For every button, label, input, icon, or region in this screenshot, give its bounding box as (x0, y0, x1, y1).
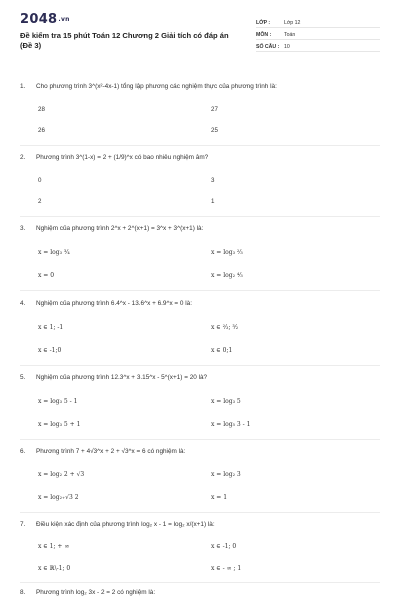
option-b[interactable]: 27 (211, 106, 218, 113)
question-text: Nghiệm của phương trình 2^x + 2^(x+1) = 3^x + 3^(x+1) là: (36, 225, 204, 232)
question-text: Phương trình log₂ 3x - 2 = 2 có nghiệm là: (36, 589, 156, 596)
question-3 (20, 225, 380, 232)
question-5 (20, 374, 380, 381)
option-c[interactable]: x ∈ -1;0 (38, 347, 62, 354)
question-4 (20, 300, 380, 307)
option-c[interactable]: x ∈ ℝ\-1; 0 (38, 565, 71, 572)
site-logo[interactable] (20, 12, 70, 27)
meta-info (256, 16, 380, 52)
divider (20, 290, 380, 291)
option-c[interactable]: x = log₂₊√3 2 (38, 494, 79, 501)
question-number: 6. (20, 448, 26, 455)
divider (20, 145, 380, 146)
question-number: 2. (20, 154, 26, 161)
question-text: Phương trình 7 + 4√3^x + 2 + √3^x = 6 có nghiệm là: (36, 448, 186, 455)
question-number: 5. (20, 374, 26, 381)
meta-label: LỚP : (256, 19, 271, 26)
option-a[interactable]: x = log₃ ³⁄₄ (38, 249, 70, 256)
meta-label: MÔN : (256, 31, 272, 38)
meta-row-class (256, 16, 380, 28)
meta-label: SỐ CÂU : (256, 43, 280, 50)
question-7 (20, 521, 380, 528)
option-c[interactable]: x = log₃ 5 + 1 (38, 421, 81, 428)
option-b[interactable]: x ∈ -1; 0 (211, 543, 237, 550)
question-text: Điều kiện xác định của phương trình log₂ x - 1 = log₂ x/(x+1) là: (36, 521, 215, 528)
option-c[interactable]: 26 (38, 127, 45, 134)
question-number: 3. (20, 225, 26, 232)
option-c[interactable]: x = 0 (38, 272, 55, 279)
divider (20, 439, 380, 440)
divider (20, 365, 380, 366)
option-d[interactable]: 25 (211, 127, 218, 134)
option-c[interactable]: 2 (38, 198, 42, 205)
divider (20, 216, 380, 217)
option-d[interactable]: x = 1 (211, 494, 228, 501)
question-text: Nghiệm của phương trình 6.4^x - 13.6^x + 6.9^x = 0 là: (36, 300, 193, 307)
option-b[interactable]: x = log₃ 5 (211, 398, 241, 405)
meta-value: 10 (284, 43, 290, 50)
option-a[interactable]: 0 (38, 177, 42, 184)
option-a[interactable]: x ∈ 1; -1 (38, 324, 64, 331)
option-d[interactable]: x = log₅ 3 - 1 (211, 421, 251, 428)
question-number: 8. (20, 589, 26, 596)
question-6 (20, 448, 380, 455)
question-1 (20, 83, 380, 90)
option-a[interactable]: 28 (38, 106, 45, 113)
meta-row-subject (256, 28, 380, 40)
divider (20, 582, 380, 583)
question-number: 7. (20, 521, 26, 528)
option-a[interactable]: x ∈ 1; + ∞ (38, 543, 70, 550)
option-b[interactable]: x ∈ ²⁄₃; ³⁄₂ (211, 324, 239, 331)
meta-value: Toán (284, 31, 296, 38)
meta-row-count (256, 40, 380, 52)
question-number: 1. (20, 83, 26, 90)
option-a[interactable]: x = log₂ 2 + √3 (38, 471, 85, 478)
question-2 (20, 154, 380, 161)
option-d[interactable]: x ∈ 0;1 (211, 347, 233, 354)
logo-text: 2048 (20, 12, 58, 27)
option-d[interactable]: 1 (211, 198, 215, 205)
document-title: Đề kiểm tra 15 phút Toán 12 Chương 2 Giải tích có đáp án (Đề 3) (20, 31, 229, 50)
question-text: Phương trình 3^(1-x) = 2 + (1/9)^x có bao nhiêu nghiệm âm? (36, 154, 209, 161)
option-d[interactable]: x = log₂ ⁴⁄₃ (211, 272, 243, 279)
question-text: Cho phương trình 3^(x²-4x-1) tổng lập phương các nghiệm thực của phương trình là: (36, 83, 277, 90)
option-b[interactable]: 3 (211, 177, 215, 184)
option-a[interactable]: x = log₃ 5 - 1 (38, 398, 78, 405)
question-text: Nghiệm của phương trình 12.3^x + 3.15^x - 5^(x+1) = 20 là? (36, 374, 208, 381)
meta-value: Lớp 12 (284, 19, 301, 26)
divider (20, 512, 380, 513)
logo-suffix: .vn (58, 16, 70, 23)
question-8 (20, 589, 380, 596)
option-d[interactable]: x ∈ - ∞ ; 1 (211, 565, 242, 572)
question-number: 4. (20, 300, 26, 307)
option-b[interactable]: x = log₃ ²⁄₃ (211, 249, 243, 256)
option-b[interactable]: x = log₂ 3 (211, 471, 241, 478)
